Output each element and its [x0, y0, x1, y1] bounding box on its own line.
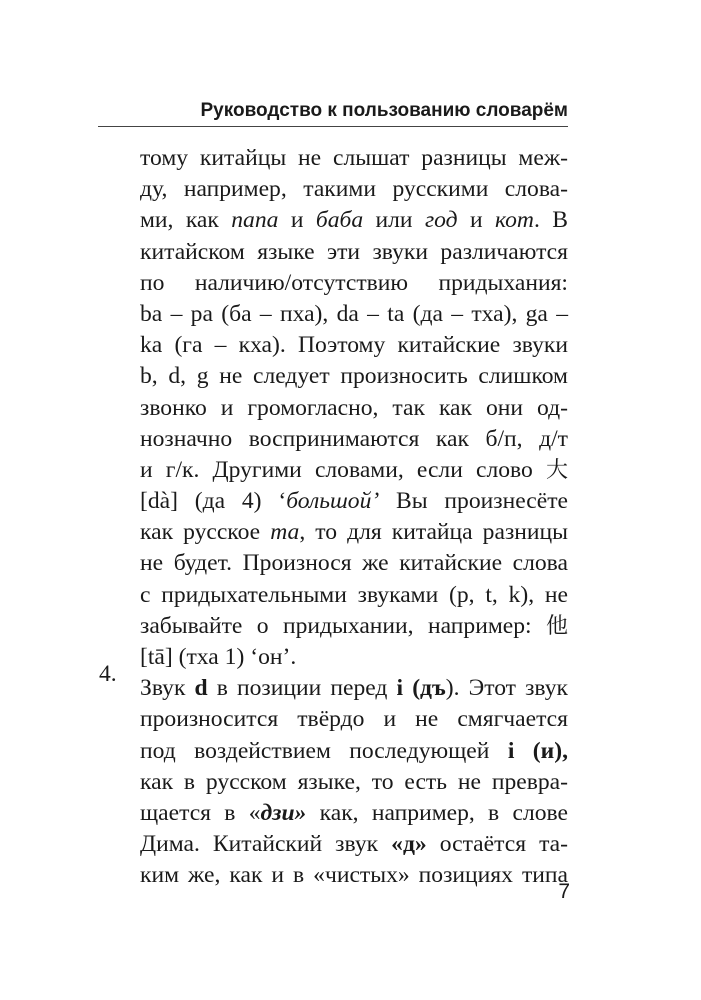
text-line: ka (га – кха). Поэтому китайские звуки	[140, 332, 568, 359]
text-fragment: щается в «	[140, 799, 261, 826]
text-line	[140, 736, 568, 767]
italic-word: баба	[315, 207, 364, 234]
bold-italic-word: дзи»	[260, 799, 307, 826]
text-fragment: или	[375, 207, 413, 234]
text-fragment: под воздействием последующей	[140, 737, 490, 764]
bold-fragment: (дъ	[412, 675, 446, 702]
text-line: [tā] (тха 1) ‘он’.	[140, 644, 297, 670]
text-fragment: Звук	[140, 675, 186, 702]
text-fragment: ). Этот звук	[445, 675, 569, 702]
running-header: Руководство к пользованию словарём	[200, 100, 568, 121]
text-line: звонко и громогласно, так как они од-	[140, 394, 568, 421]
italic-word: большой’	[286, 488, 380, 515]
text-fragment: и г/к. Другими словами, если слово	[140, 456, 533, 483]
italic-word: папа	[231, 207, 279, 234]
text-line	[140, 829, 568, 860]
chinese-character: 他	[545, 613, 568, 639]
text-line	[140, 455, 568, 486]
text-fragment: . В	[533, 207, 568, 234]
text-fragment: забывайте о придыхании, например:	[140, 612, 532, 639]
text-line: как в русском языке, то есть не превра-	[140, 768, 568, 795]
header-divider	[98, 126, 568, 127]
text-line	[140, 517, 568, 548]
text-line: не будет. Произнося же китайские слова	[140, 550, 568, 577]
text-fragment: как, например, в слове	[319, 799, 568, 826]
text-fragment: [dà] (да 4) ‘	[140, 488, 287, 515]
text-fragment: Вы произнесёте	[396, 488, 568, 515]
bold-letter: d	[194, 675, 208, 702]
text-line: с придыхательными звуками (p, t, k), не	[140, 581, 568, 608]
text-line: ba – pa (ба – пха), da – ta (да – тха), ga –	[140, 300, 568, 327]
text-line	[140, 486, 568, 517]
text-line: тому китайцы не слышат разницы меж-	[140, 145, 568, 171]
text-fragment: и	[290, 207, 304, 234]
text-line: по наличию/отсутствию придыхания:	[140, 269, 568, 296]
text-line	[140, 205, 568, 236]
text-line	[140, 611, 568, 642]
italic-word: год	[424, 207, 458, 234]
italic-word: кот	[494, 207, 534, 234]
text-fragment: остаётся та-	[439, 831, 569, 858]
text-line	[140, 673, 568, 704]
text-line: нозначно воспринимаются как б/п, д/т	[140, 425, 568, 452]
page-number: 7	[558, 880, 570, 903]
bold-fragment: i (и),	[507, 737, 568, 764]
text-line: ким же, как и в «чистых» позициях типа	[140, 862, 568, 889]
page-body	[140, 143, 568, 892]
list-item-number: 4.	[99, 661, 117, 687]
text-fragment: и	[469, 207, 483, 234]
text-line: b, d, g не следует произносить слишком	[140, 363, 568, 390]
text-fragment: в позиции перед	[216, 675, 388, 702]
text-line	[140, 798, 568, 829]
bold-fragment: «д»	[391, 831, 427, 858]
bold-letter: i	[396, 675, 404, 702]
italic-word: та	[270, 519, 300, 546]
text-fragment: как русское	[140, 519, 261, 546]
text-fragment: , то для китайца разницы	[299, 519, 568, 546]
chinese-character: 大	[546, 457, 569, 483]
text-fragment: Дима. Китайский звук	[140, 831, 379, 858]
text-fragment: ми, как	[140, 207, 219, 234]
text-line: китайском языке эти звуки различаются	[140, 238, 568, 265]
text-line: ду, например, такими русскими слова-	[140, 176, 568, 203]
text-line: произносится твёрдо и не смягчается	[140, 706, 568, 733]
